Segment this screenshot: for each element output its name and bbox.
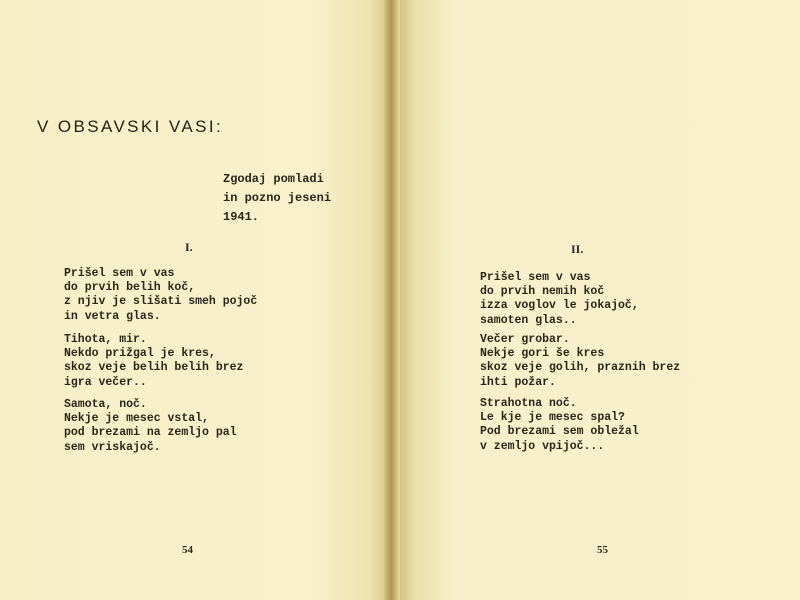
stanza [64,267,257,324]
dateline-line: 1941. [223,210,260,224]
verse-line: pod brezami na zemljo pal [64,426,237,440]
dateline-line: Zgodaj pomladi [223,172,324,186]
verse-line: v zemljo vpijoč... [480,439,605,453]
verse-line: Pod brezami sem obležal [480,425,639,439]
stanza [480,271,639,328]
verse-line: sem vriskajoč. [64,440,161,454]
stanza [480,333,680,390]
verse-line: skoz veje belih belih brez [64,361,244,375]
stanza [480,397,639,454]
verse-line: Samota, noč. [64,398,147,411]
verse-line: skoz veje golih, praznih brez [480,361,681,375]
verse-line: Nekje gori še kres [480,347,605,361]
verse-line: igra večer.. [64,375,147,389]
verse-line: Strahotna noč. [480,397,577,410]
verse-line: Le kje je mesec spal? [480,411,625,425]
verse-line: Nekdo prižgal je kres, [64,347,216,361]
section-number-right: II. [571,242,584,256]
dateline [223,170,331,227]
book-gutter [384,0,400,600]
page-number-right: 55 [597,544,608,556]
verse-line: do prvih belih koč, [64,281,196,295]
page-number-left: 54 [182,544,193,556]
dateline-line: in pozno jeseni [223,191,332,205]
verse-line: in vetra glas. [64,309,161,323]
poem-heading: V OBSAVSKI VASI: [37,117,224,136]
verse-line: ihti požar. [480,375,556,389]
stanza [64,398,237,455]
stanza [64,333,243,390]
verse-line: Prišel sem v vas [64,267,175,280]
verse-line: izza voglov le jokajoč, [480,299,639,313]
verse-line: Prišel sem v vas [480,271,591,284]
verse-line: do prvih nemih koč [480,285,605,299]
verse-line: Večer grobar. [480,333,570,346]
verse-line: Tihota, mir. [64,333,147,346]
verse-line: samoten glas.. [480,313,577,327]
verse-line: z njiv je slišati smeh pojoč [64,295,258,309]
verse-line: Nekje je mesec vstal, [64,412,209,426]
section-number-left: I. [185,240,193,254]
